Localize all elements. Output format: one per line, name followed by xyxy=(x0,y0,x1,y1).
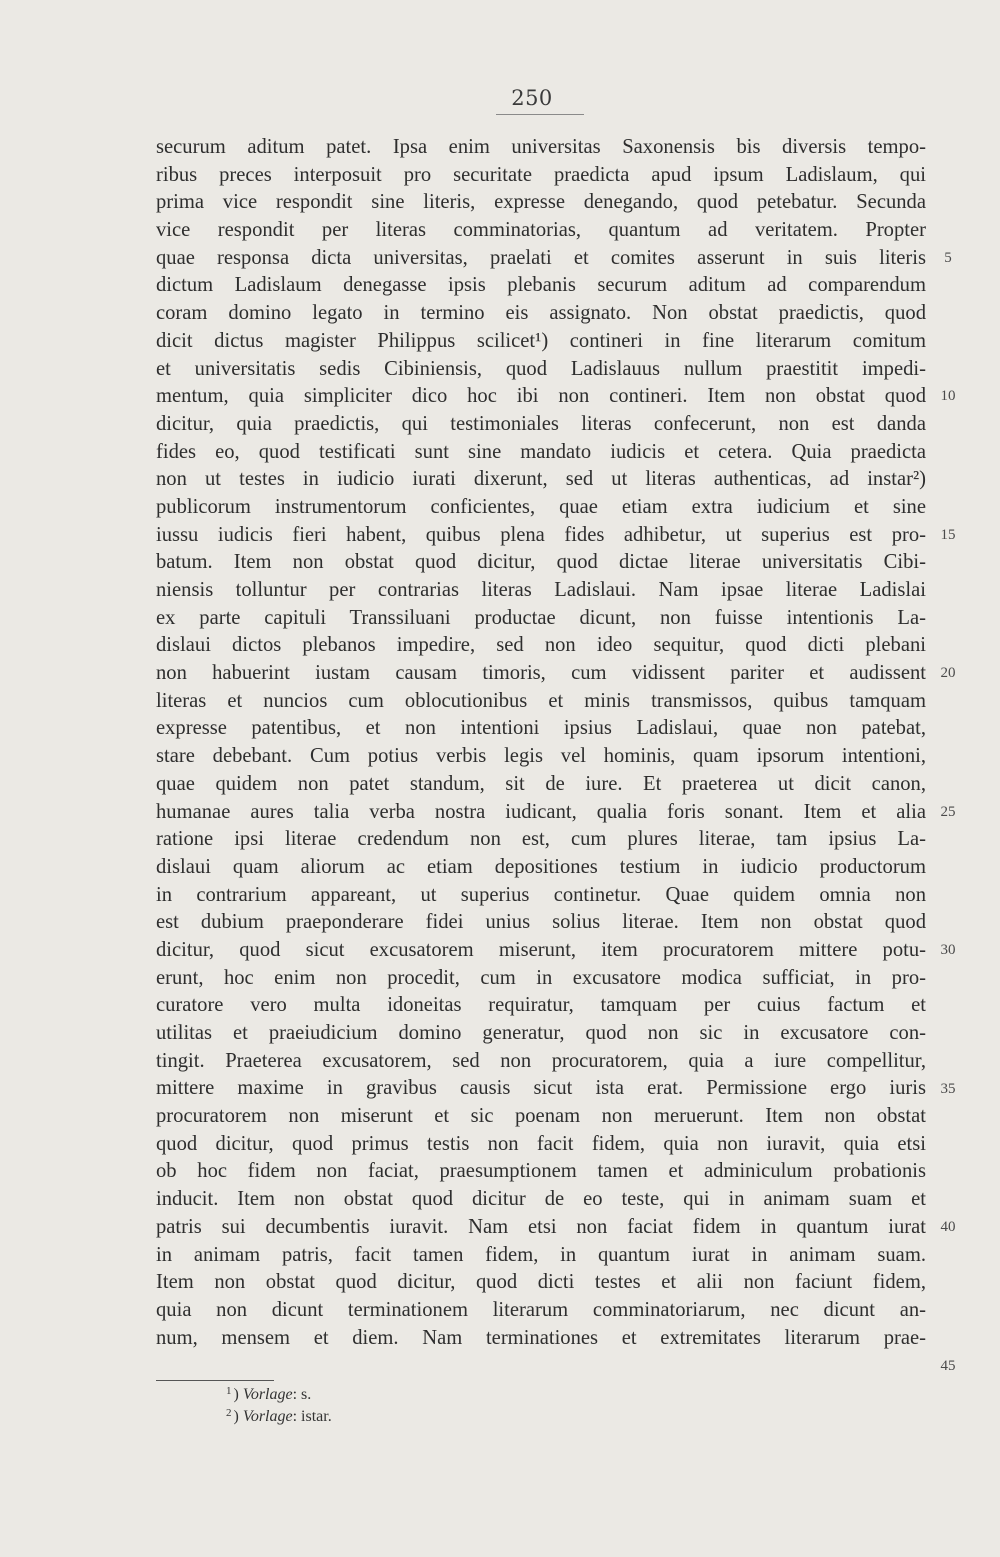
text-line: inducit. Item non obstat quod dicitur de eo teste, qui in animam suam et xyxy=(156,1188,926,1211)
text-line: quod dicitur, quod primus testis non facit fidem, quia non iuravit, quia etsi xyxy=(156,1132,926,1155)
line-number: 30 xyxy=(940,942,956,959)
footnote-source: Vorlage xyxy=(242,1408,293,1425)
text-line: vice respondit per literas comminatorias, quantum ad veritatem. Propter xyxy=(156,219,926,242)
text-line: fides eo, quod testificati sunt sine mandato iudicis et cetera. Quia praedicta xyxy=(156,440,926,463)
text-line: ribus preces interposuit pro securitate praedicta apud ipsum Ladislaum, qui xyxy=(156,163,926,186)
line-number: 40 xyxy=(940,1219,956,1236)
text-line: expresse patentibus, et non intentioni ipsius Ladislaui, quae non patebat, xyxy=(156,717,926,740)
text-line: iussu iudicis fieri habent, quibus plena fides adhibetur, ut superius est pro- xyxy=(156,523,926,546)
text-line: num, mensem et diem. Nam terminationes et extremitates literarum prae- xyxy=(156,1326,926,1349)
body-text xyxy=(156,134,926,1352)
text-line: quae quidem non patet standum, sit de iure. Et praeterea ut dicit canon, xyxy=(156,772,926,795)
text-line: coram domino legato in termino eis assignato. Non obstat praedictis, quod xyxy=(156,302,926,325)
text-line: in contrarium appareant, ut superius continetur. Quae quidem omnia non xyxy=(156,883,926,906)
text-line: mentum, quia simpliciter dico hoc ibi non contineri. Item non obstat quod xyxy=(156,385,926,408)
footnote-mark: 1 xyxy=(226,1385,232,1397)
text-line: dislaui quam aliorum ac etiam depositiones testium in iudicio productorum xyxy=(156,855,926,878)
text-line: batum. Item non obstat quod dicitur, quod dictae literae universitatis Cibi- xyxy=(156,551,926,574)
footnotes xyxy=(226,1380,332,1424)
footnote-mark-paren: ) xyxy=(233,1408,243,1425)
text-line: publicorum instrumentorum conficientes, quae etiam extra iudicium et sine xyxy=(156,495,926,518)
text-line: stare debebant. Cum potius verbis legis vel hominis, quam ipsorum intentioni, xyxy=(156,745,926,768)
text-line: est dubium praeponderare fidei unius solius literae. Item non obstat quod xyxy=(156,911,926,934)
footnote xyxy=(226,1402,332,1424)
text-line: dislaui dictos plebanos impedire, sed non ideo sequitur, quod dicti plebani xyxy=(156,634,926,657)
text-line: dictum Ladislaum denegasse ipsis plebanis securum aditum ad comparendum xyxy=(156,274,926,297)
footnote-source: Vorlage xyxy=(242,1386,293,1403)
footnote-text: : s. xyxy=(292,1386,312,1403)
text-line: niensis tolluntur per contrarias literas Ladislaui. Nam ipsae literae Ladislai xyxy=(156,579,926,601)
footnote xyxy=(226,1380,332,1402)
text-line: mittere maxime in gravibus causis sicut ista erat. Permissione ergo iuris xyxy=(156,1077,926,1100)
text-line: dicit dictus magister Philippus scilicet¹) contineri in fine literarum comitum xyxy=(156,329,926,352)
line-number: 5 xyxy=(944,249,952,266)
footnote-mark-paren: ) xyxy=(233,1386,243,1403)
line-number: 35 xyxy=(940,1080,956,1097)
text-line: literas et nuncios cum oblocutionibus et minis transmissos, quibus tamquam xyxy=(156,689,926,712)
text-line: non ut testes in iudicio iurati dixerunt, sed ut literas authenticas, ad instar²) xyxy=(156,468,926,491)
line-number: 45 xyxy=(940,1357,956,1374)
line-number: 25 xyxy=(940,803,956,820)
text-line: quae responsa dicta universitas, praelati et comites asserunt in suis literis xyxy=(156,246,926,269)
text-line: humanae aures talia verba nostra iudicant, qualia foris sonant. Item et alia xyxy=(156,800,926,823)
line-number: 20 xyxy=(940,665,956,682)
footnote-text: : istar. xyxy=(292,1408,332,1425)
text-line: patris sui decumbentis iuravit. Nam etsi non faciat fidem in quantum iurat xyxy=(156,1215,926,1238)
header-rule xyxy=(496,114,584,115)
text-line: in animam patris, facit tamen fidem, in quantum iurat in animam suam. xyxy=(156,1243,926,1266)
text-line: et universitatis sedis Cibiniensis, quod Ladislauus nullum praestitit impedi- xyxy=(156,357,926,380)
line-number: 15 xyxy=(940,526,956,543)
text-line: tingit. Praeterea excusatorem, sed non procuratorem, quia a iure compellitur, xyxy=(156,1049,926,1072)
text-line: procuratorem non miserunt et sic poenam non meruerunt. Item non obstat xyxy=(156,1105,926,1128)
text-line: ob hoc fidem non faciat, praesumptionem tamen et adminiculum probationis xyxy=(156,1160,926,1183)
line-number: 10 xyxy=(940,388,956,405)
page-number: 250 xyxy=(511,86,553,110)
text-line: erunt, hoc enim non procedit, cum in excusatore modica sufficiat, in pro- xyxy=(156,966,926,989)
footnote-mark: 2 xyxy=(226,1407,232,1419)
text-line: dicitur, quod sicut excusatorem miserunt, item procuratorem mittere potu- xyxy=(156,938,926,961)
text-line: utilitas et praeiudicium domino generatur, quod non sic in excusatore con- xyxy=(156,1022,926,1044)
text-line: prima vice respondit sine literis, expresse denegando, quod petebatur. Secunda xyxy=(156,191,926,214)
text-line: quia non dicunt terminationem literarum comminatoriarum, nec dicunt an- xyxy=(156,1298,926,1321)
text-line: curatore vero multa idoneitas requiratur, tamquam per cuius factum et xyxy=(156,994,926,1017)
text-line: ratione ipsi literae credendum non est, cum plures literae, tam ipsius La- xyxy=(156,828,926,851)
text-line: dicitur, quia praedictis, qui testimoniales literas confecerunt, non est danda xyxy=(156,412,926,435)
text-line: ex parte capituli Transsiluani productae dicunt, non fuisse intentionis La- xyxy=(156,606,926,629)
text-line: non habuerint iustam causam timoris, cum vidissent pariter et audissent xyxy=(156,662,926,685)
text-line: Item non obstat quod dicitur, quod dicti testes et alii non faciunt fidem, xyxy=(156,1271,926,1294)
text-line: securum aditum patet. Ipsa enim universitas Saxonensis bis diversis tempo- xyxy=(156,136,926,158)
